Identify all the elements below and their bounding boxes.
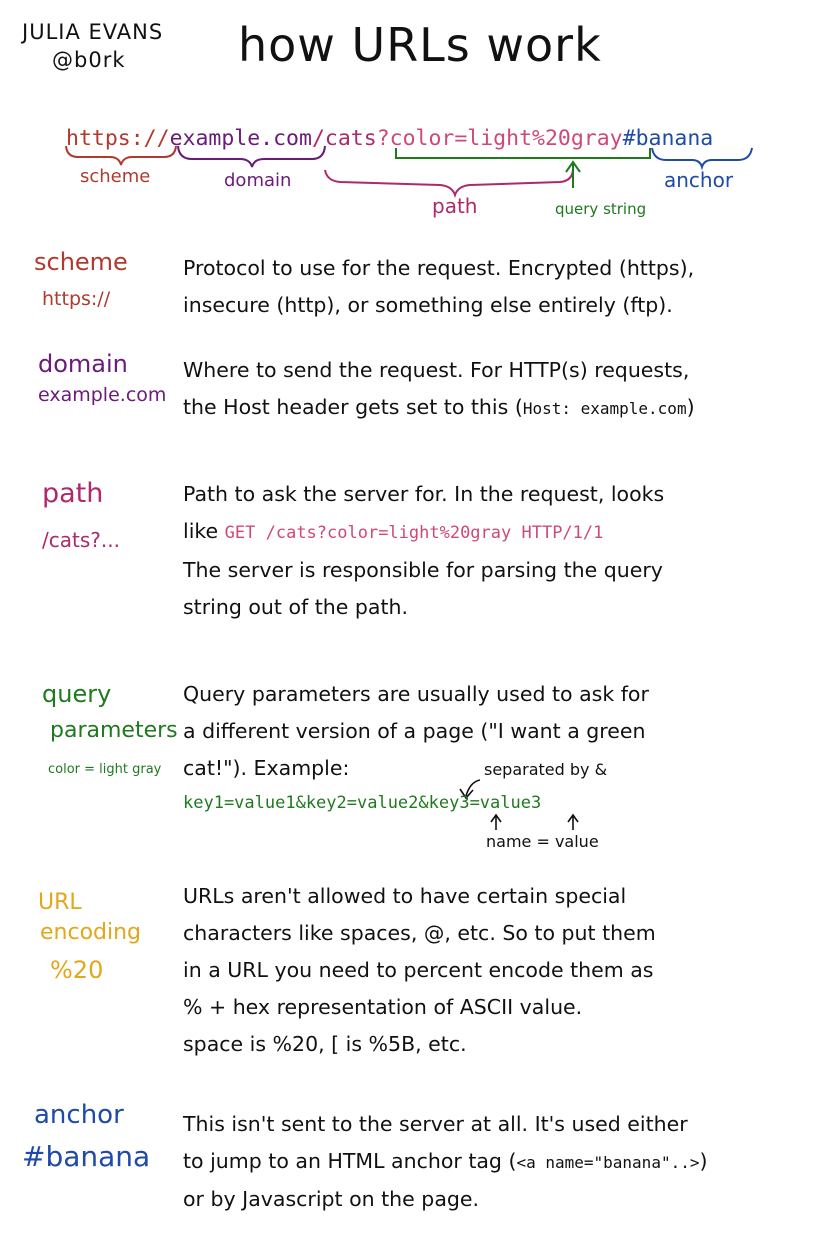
domain-description — [183, 352, 815, 427]
brace-label-query: query string — [555, 200, 647, 218]
url-anchor: #banana — [622, 126, 714, 151]
author-handle: @b0rk — [52, 48, 126, 72]
brace-label-anchor: anchor — [664, 168, 734, 192]
anchor-brace — [652, 148, 752, 167]
path-term: path — [42, 478, 104, 509]
domain-desc-text: the Host header gets set to this ( — [183, 395, 523, 419]
anchor-desc-line — [183, 1143, 815, 1181]
note-separated-by: separated by & — [484, 760, 608, 779]
url-path: /cats — [311, 126, 377, 151]
path-request-code: GET /cats?color=light%20gray HTTP/1/1 — [224, 523, 604, 543]
brace-label-path: path — [432, 194, 478, 218]
url-domain: example.com — [169, 126, 312, 151]
query-term-line2: parameters — [50, 718, 178, 743]
encoding-description — [183, 878, 815, 1063]
encoding-desc-line: in a URL you need to percent encode them as — [183, 958, 654, 982]
query-example-code: key1=value1&key2=value2&key3=value3 — [183, 793, 542, 813]
domain-desc-line: Where to send the request. For HTTP(s) requests, — [183, 358, 690, 382]
encoding-term-line2: encoding — [40, 920, 142, 945]
query-bracket — [396, 148, 650, 158]
anchor-desc-end: ) — [699, 1149, 708, 1173]
path-brace — [325, 170, 573, 195]
path-desc-text: like — [183, 519, 225, 543]
anchor-desc-line: or by Javascript on the page. — [183, 1187, 480, 1211]
path-desc-line — [183, 513, 815, 552]
path-desc-line: The server is responsible for parsing the query — [183, 558, 663, 582]
anchor-description — [183, 1106, 815, 1218]
author-name: JULIA EVANS — [22, 20, 164, 44]
scheme-description — [183, 250, 815, 324]
page-title: how URLs work — [238, 18, 602, 72]
scheme-desc-line: insecure (http), or something else entirely (ftp). — [183, 293, 673, 317]
host-header-code: Host: example.com — [522, 399, 687, 418]
anchor-tag-code: <a name="banana"..> — [516, 1153, 700, 1172]
domain-term: domain — [38, 350, 128, 378]
anchor-example: #banana — [22, 1140, 151, 1173]
scheme-brace — [66, 146, 176, 165]
url-scheme: https:// — [66, 126, 170, 151]
query-term-line1: query — [42, 680, 112, 708]
query-arrow — [566, 162, 580, 188]
encoding-desc-line: characters like spaces, @, etc. So to put them — [183, 921, 656, 945]
domain-desc-end: ) — [686, 395, 695, 419]
encoding-term-line1: URL — [38, 890, 82, 915]
query-desc-line: Query parameters are usually used to ask for — [183, 682, 649, 706]
path-desc-line: string out of the path. — [183, 595, 409, 619]
note-name-value: name = value — [486, 832, 599, 851]
query-desc-line: a different version of a page ("I want a green — [183, 719, 646, 743]
encoding-desc-line: URLs aren't allowed to have certain special — [183, 884, 627, 908]
scheme-example: https:// — [42, 288, 111, 310]
query-desc-line: cat!"). Example: — [183, 756, 350, 780]
path-example: /cats?... — [42, 528, 120, 552]
brace-label-domain: domain — [224, 170, 292, 191]
anchor-term: anchor — [34, 1100, 124, 1130]
domain-desc-line — [183, 389, 815, 427]
url-query: ?color=light%20gray — [376, 126, 623, 151]
scheme-term: scheme — [34, 248, 128, 276]
domain-example: example.com — [38, 384, 167, 406]
query-description — [183, 676, 815, 819]
brace-label-scheme: scheme — [80, 166, 151, 187]
anchor-desc-line: This isn't sent to the server at all. It's used either — [183, 1112, 688, 1136]
encoding-example: %20 — [50, 956, 104, 984]
domain-brace — [178, 146, 325, 167]
path-desc-line: Path to ask the server for. In the request, looks — [183, 482, 665, 506]
scheme-desc-line: Protocol to use for the request. Encrypted (https), — [183, 256, 695, 280]
path-description — [183, 476, 815, 626]
encoding-desc-line: space is %20, [ is %5B, etc. — [183, 1032, 467, 1056]
anchor-desc-text: to jump to an HTML anchor tag ( — [183, 1149, 517, 1173]
encoding-desc-line: % + hex representation of ASCII value. — [183, 995, 583, 1019]
query-example: color = light gray — [48, 762, 162, 777]
